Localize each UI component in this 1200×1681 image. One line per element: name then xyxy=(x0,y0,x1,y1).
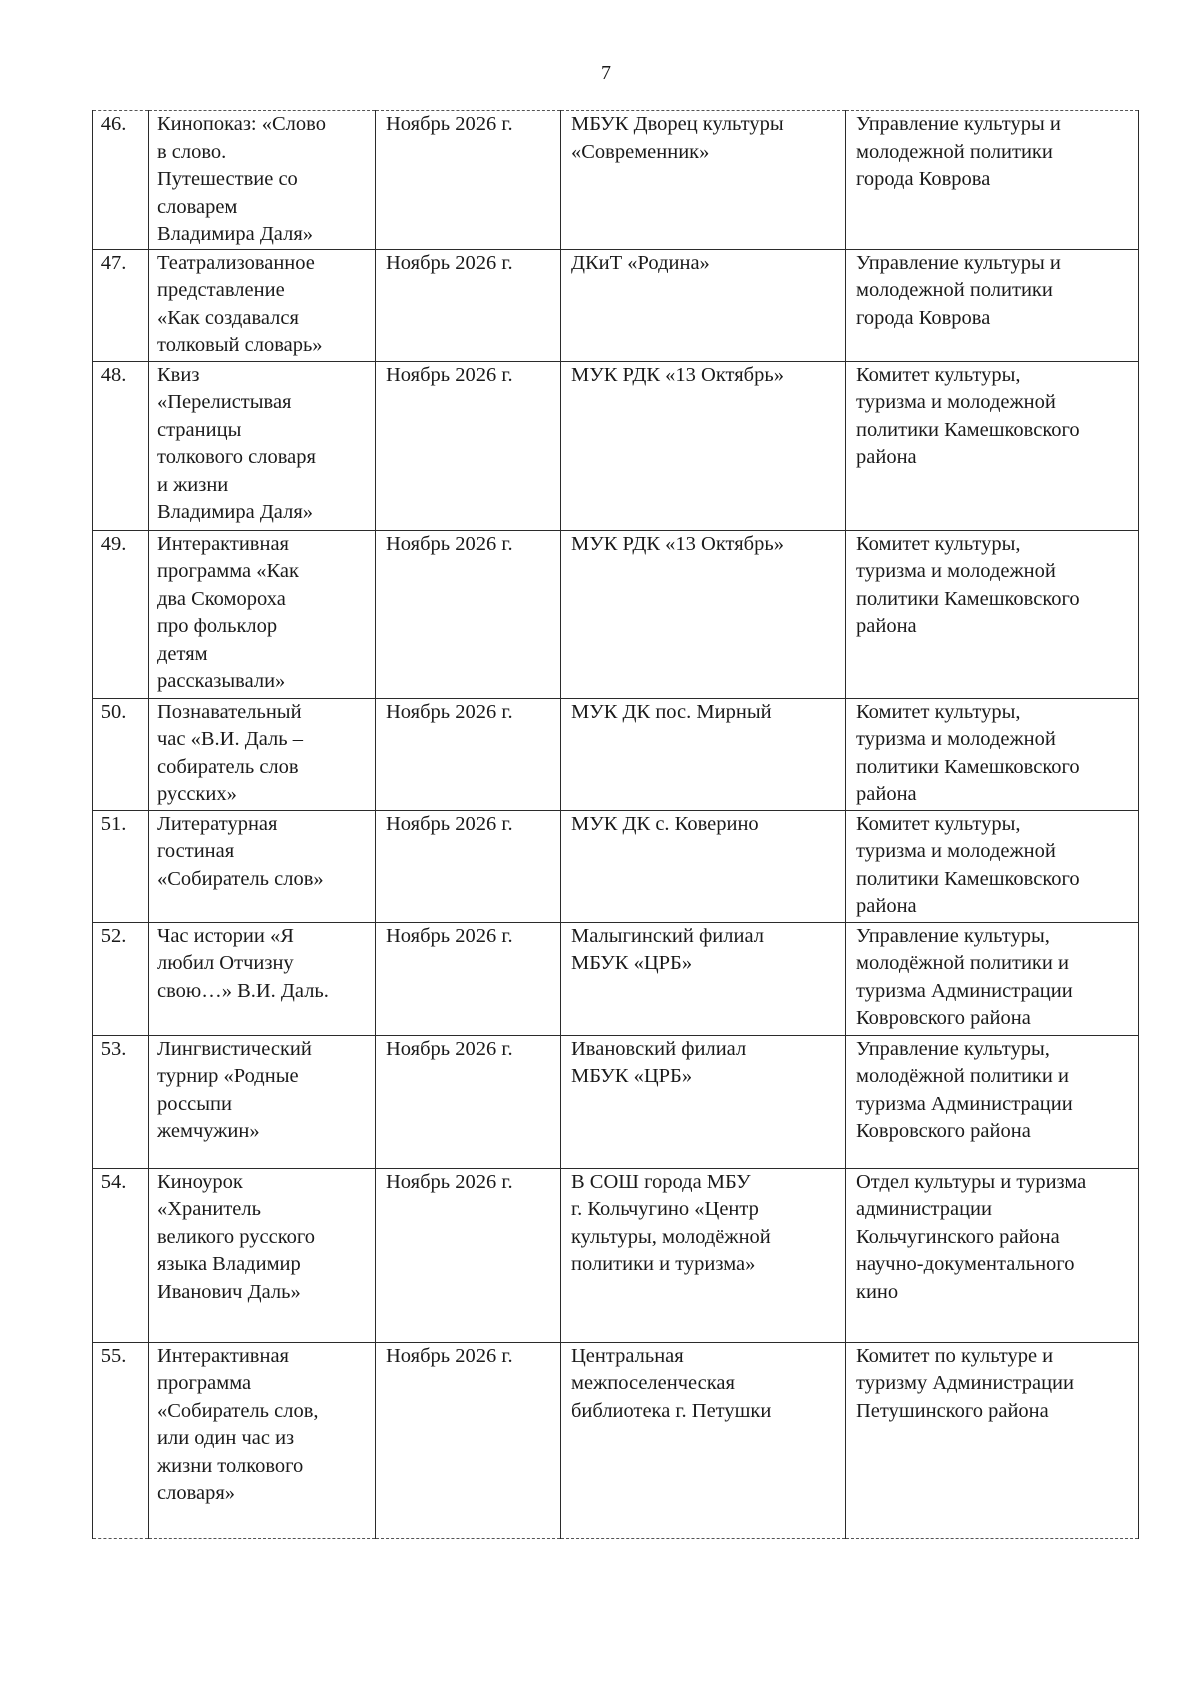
row-number: 51. xyxy=(93,810,149,922)
event-organizer: Комитет по культуре и туризму Администрации Петушинского района xyxy=(846,1342,1139,1538)
event-organizer: Комитет культуры, туризма и молодежной политики Камешковского района xyxy=(846,698,1139,810)
event-venue: МУК ДК пос. Мирный xyxy=(561,698,846,810)
event-venue: Центральная межпоселенческая библиотека г. Петушки xyxy=(561,1342,846,1538)
table-row xyxy=(93,698,1139,810)
event-organizer: Комитет культуры, туризма и молодежной политики Камешковского района xyxy=(846,361,1139,530)
row-number: 48. xyxy=(93,361,149,530)
event-title: Театрализованное представление «Как создавался толковый словарь» xyxy=(149,249,376,361)
event-title: Интерактивная программа «Собиратель слов, или один час из жизни толкового словаря» xyxy=(149,1342,376,1538)
table-row xyxy=(93,361,1139,530)
event-date: Ноябрь 2026 г. xyxy=(376,1168,561,1342)
table-row xyxy=(93,111,1139,250)
table-row xyxy=(93,530,1139,698)
row-number: 46. xyxy=(93,111,149,250)
event-venue: МУК ДК с. Коверино xyxy=(561,810,846,922)
event-venue: В СОШ города МБУ г. Кольчугино «Центр культуры, молодёжной политики и туризма» xyxy=(561,1168,846,1342)
table-row xyxy=(93,1342,1139,1538)
event-organizer: Управление культуры и молодежной политики города Коврова xyxy=(846,249,1139,361)
event-venue: ДКиТ «Родина» xyxy=(561,249,846,361)
row-number: 53. xyxy=(93,1035,149,1168)
event-date: Ноябрь 2026 г. xyxy=(376,810,561,922)
event-organizer: Управление культуры, молодёжной политики и туризма Администрации Ковровского района xyxy=(846,922,1139,1035)
event-venue: МУК РДК «13 Октябрь» xyxy=(561,530,846,698)
row-number: 54. xyxy=(93,1168,149,1342)
event-title: Киноурок «Хранитель великого русского языка Владимир Иванович Даль» xyxy=(149,1168,376,1342)
event-organizer: Управление культуры и молодежной политики города Коврова xyxy=(846,111,1139,250)
row-number: 49. xyxy=(93,530,149,698)
event-organizer: Управление культуры, молодёжной политики и туризма Администрации Ковровского района xyxy=(846,1035,1139,1168)
event-date: Ноябрь 2026 г. xyxy=(376,922,561,1035)
event-title: Час истории «Я любил Отчизну свою…» В.И. Даль. xyxy=(149,922,376,1035)
event-title: Лингвистический турнир «Родные россыпи жемчужин» xyxy=(149,1035,376,1168)
event-date: Ноябрь 2026 г. xyxy=(376,1342,561,1538)
table-row xyxy=(93,1035,1139,1168)
event-date: Ноябрь 2026 г. xyxy=(376,111,561,250)
row-number: 55. xyxy=(93,1342,149,1538)
event-title: Познавательный час «В.И. Даль – собиратель слов русских» xyxy=(149,698,376,810)
event-venue: Ивановский филиал МБУК «ЦРБ» xyxy=(561,1035,846,1168)
event-venue: МУК РДК «13 Октябрь» xyxy=(561,361,846,530)
row-number: 52. xyxy=(93,922,149,1035)
row-number: 50. xyxy=(93,698,149,810)
event-date: Ноябрь 2026 г. xyxy=(376,1035,561,1168)
events-table xyxy=(92,110,1139,1539)
events-table-body xyxy=(93,111,1139,1539)
event-date: Ноябрь 2026 г. xyxy=(376,698,561,810)
event-organizer: Отдел культуры и туризма администрации Кольчугинского района научно-документального кино xyxy=(846,1168,1139,1342)
event-date: Ноябрь 2026 г. xyxy=(376,530,561,698)
event-title: Квиз «Перелистывая страницы толкового словаря и жизни Владимира Даля» xyxy=(149,361,376,530)
event-date: Ноябрь 2026 г. xyxy=(376,249,561,361)
event-title: Литературная гостиная «Собиратель слов» xyxy=(149,810,376,922)
event-venue: МБУК Дворец культуры «Современник» xyxy=(561,111,846,250)
event-title: Кинопоказ: «Слово в слово. Путешествие со словарем Владимира Даля» xyxy=(149,111,376,250)
event-title: Интерактивная программа «Как два Скомороха про фольклор детям рассказывали» xyxy=(149,530,376,698)
event-venue: Малыгинский филиал МБУК «ЦРБ» xyxy=(561,922,846,1035)
table-row xyxy=(93,810,1139,922)
table-row xyxy=(93,249,1139,361)
row-number: 47. xyxy=(93,249,149,361)
page-number: 7 xyxy=(601,62,611,84)
event-organizer: Комитет культуры, туризма и молодежной политики Камешковского района xyxy=(846,810,1139,922)
event-date: Ноябрь 2026 г. xyxy=(376,361,561,530)
event-organizer: Комитет культуры, туризма и молодежной политики Камешковского района xyxy=(846,530,1139,698)
table-row xyxy=(93,1168,1139,1342)
table-row xyxy=(93,922,1139,1035)
